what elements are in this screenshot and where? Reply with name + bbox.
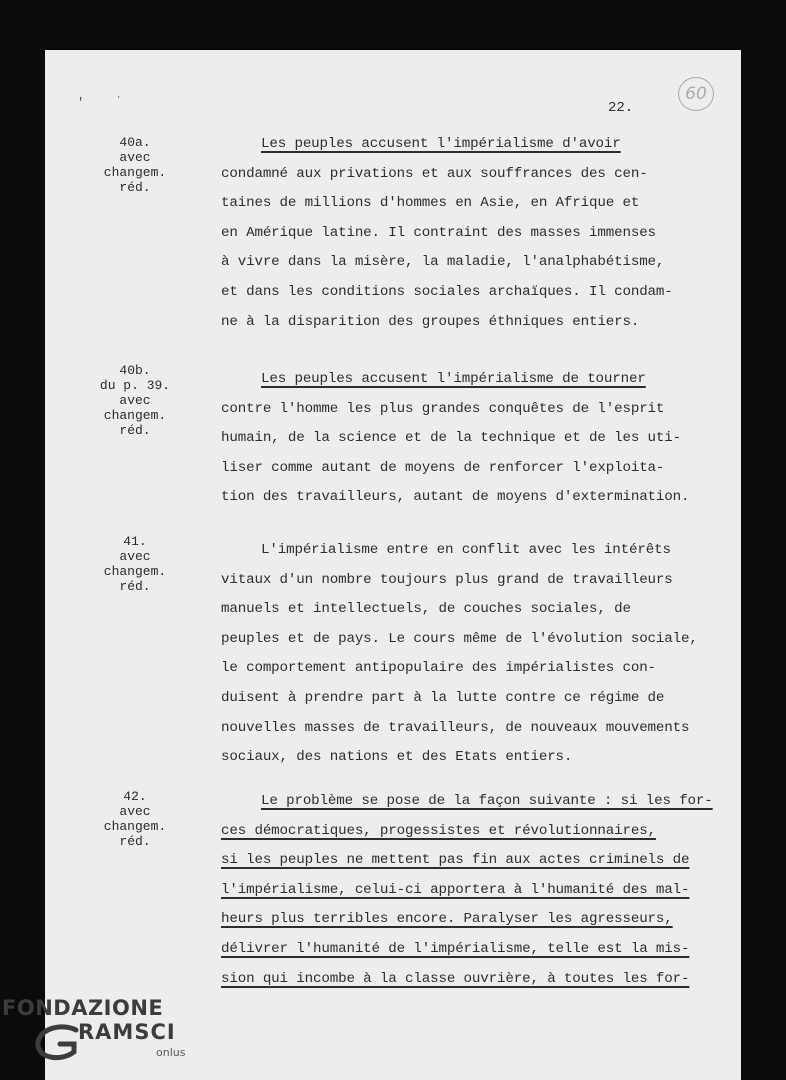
text-line bbox=[221, 130, 736, 160]
text-line bbox=[221, 365, 736, 395]
note-line: avec bbox=[119, 804, 151, 819]
underlined-phrase: Les peuples accusent l'impérialisme d'avoir bbox=[261, 136, 621, 152]
note-line: 40a. bbox=[119, 135, 151, 150]
text-line: vitaux d'un nombre toujours plus grand de travailleurs bbox=[221, 571, 673, 588]
text-line: nouvelles masses de travailleurs, de nouveaux mouvements bbox=[221, 719, 690, 736]
note-line: réd. bbox=[119, 834, 151, 849]
text-line: L'impérialisme entre en conflit avec les intérêts bbox=[261, 542, 671, 558]
text-line: peuples et de pays. Le cours même de l'évolution sociale, bbox=[221, 630, 698, 647]
underlined-text-line: délivrer l'humanité de l'impérialisme, telle est la mis- bbox=[221, 940, 690, 957]
paragraph-41 bbox=[221, 536, 736, 773]
paragraph-40b bbox=[221, 365, 736, 513]
document-page bbox=[45, 50, 741, 1080]
note-line: avec bbox=[119, 549, 151, 564]
note-line: 41. bbox=[123, 534, 147, 549]
page-number: 22. bbox=[608, 100, 634, 116]
text-line: le comportement antipopulaire des impérialistes con- bbox=[221, 660, 656, 677]
logo-word-fondazione: FONDAZIONE bbox=[2, 996, 164, 1020]
margin-tick: ' bbox=[77, 96, 85, 110]
text-line: tion des travailleurs, autant de moyens d'extermination. bbox=[221, 489, 690, 506]
note-line: avec bbox=[119, 393, 151, 408]
margin-note-40a bbox=[90, 135, 180, 195]
underlined-phrase: Les peuples accusent l'impérialisme de tourner bbox=[261, 371, 646, 387]
text-line: humain, de la science et de la technique et de les uti- bbox=[221, 430, 682, 447]
text-line: duisent à prendre part à la lutte contre ce régime de bbox=[221, 689, 665, 706]
text-line: et dans les conditions sociales archaïques. Il condam- bbox=[221, 283, 673, 300]
underlined-text-line: heurs plus terribles encore. Paralyser les agresseurs, bbox=[221, 911, 673, 928]
note-line: changem. bbox=[103, 819, 167, 834]
text-line: condamné aux privations et aux souffrances des cen- bbox=[221, 165, 648, 182]
text-line: contre l'homme les plus grandes conquêtes de l'esprit bbox=[221, 400, 665, 417]
note-line: changem. bbox=[103, 564, 167, 579]
underlined-text-line: ces démocratiques, progessistes et révolutionnaires, bbox=[221, 822, 656, 839]
text-line: sociaux, des nations et des Etats entiers. bbox=[221, 749, 573, 766]
note-line: du p. 39. bbox=[99, 378, 171, 393]
underlined-text-line: sion qui incombe à la classe ouvrière, à toutes les for- bbox=[221, 970, 690, 987]
margin-note-40b bbox=[90, 363, 180, 438]
margin-note-41 bbox=[90, 534, 180, 594]
note-line: réd. bbox=[119, 180, 151, 195]
note-line: avec bbox=[119, 150, 151, 165]
underlined-text-line: Le problème se pose de la façon suivante : si les for- bbox=[261, 793, 713, 809]
paragraph-40a bbox=[221, 130, 736, 337]
circled-page-number: 60 bbox=[678, 77, 714, 111]
logo-word-onlus: onlus bbox=[156, 1046, 186, 1059]
note-line: changem. bbox=[103, 165, 167, 180]
text-line: manuels et intellectuels, de couches sociales, de bbox=[221, 601, 631, 618]
note-line: 40b. bbox=[119, 363, 151, 378]
margin-tick: ˙ bbox=[115, 95, 123, 109]
underlined-text-line: l'impérialisme, celui-ci apportera à l'humanité des mal- bbox=[221, 881, 690, 898]
text-line: liser comme autant de moyens de renforcer l'exploita- bbox=[221, 459, 665, 476]
note-line: changem. bbox=[103, 408, 167, 423]
text-line: en Amérique latine. Il contraint des masses immenses bbox=[221, 224, 656, 241]
note-line: réd. bbox=[119, 579, 151, 594]
text-line: à vivre dans la misère, la maladie, l'analphabétisme, bbox=[221, 254, 665, 271]
paragraph-42 bbox=[221, 787, 736, 994]
foundation-watermark-logo bbox=[2, 990, 202, 1070]
logo-word-gramsci: RAMSCI bbox=[78, 1020, 176, 1044]
note-line: 42. bbox=[123, 789, 147, 804]
underlined-text-line: si les peuples ne mettent pas fin aux actes criminels de bbox=[221, 852, 690, 869]
margin-note-42 bbox=[90, 789, 180, 849]
text-line: ne à la disparition des groupes éthniques entiers. bbox=[221, 313, 640, 330]
note-line: réd. bbox=[119, 423, 151, 438]
text-line: taines de millions d'hommes en Asie, en Afrique et bbox=[221, 195, 640, 212]
